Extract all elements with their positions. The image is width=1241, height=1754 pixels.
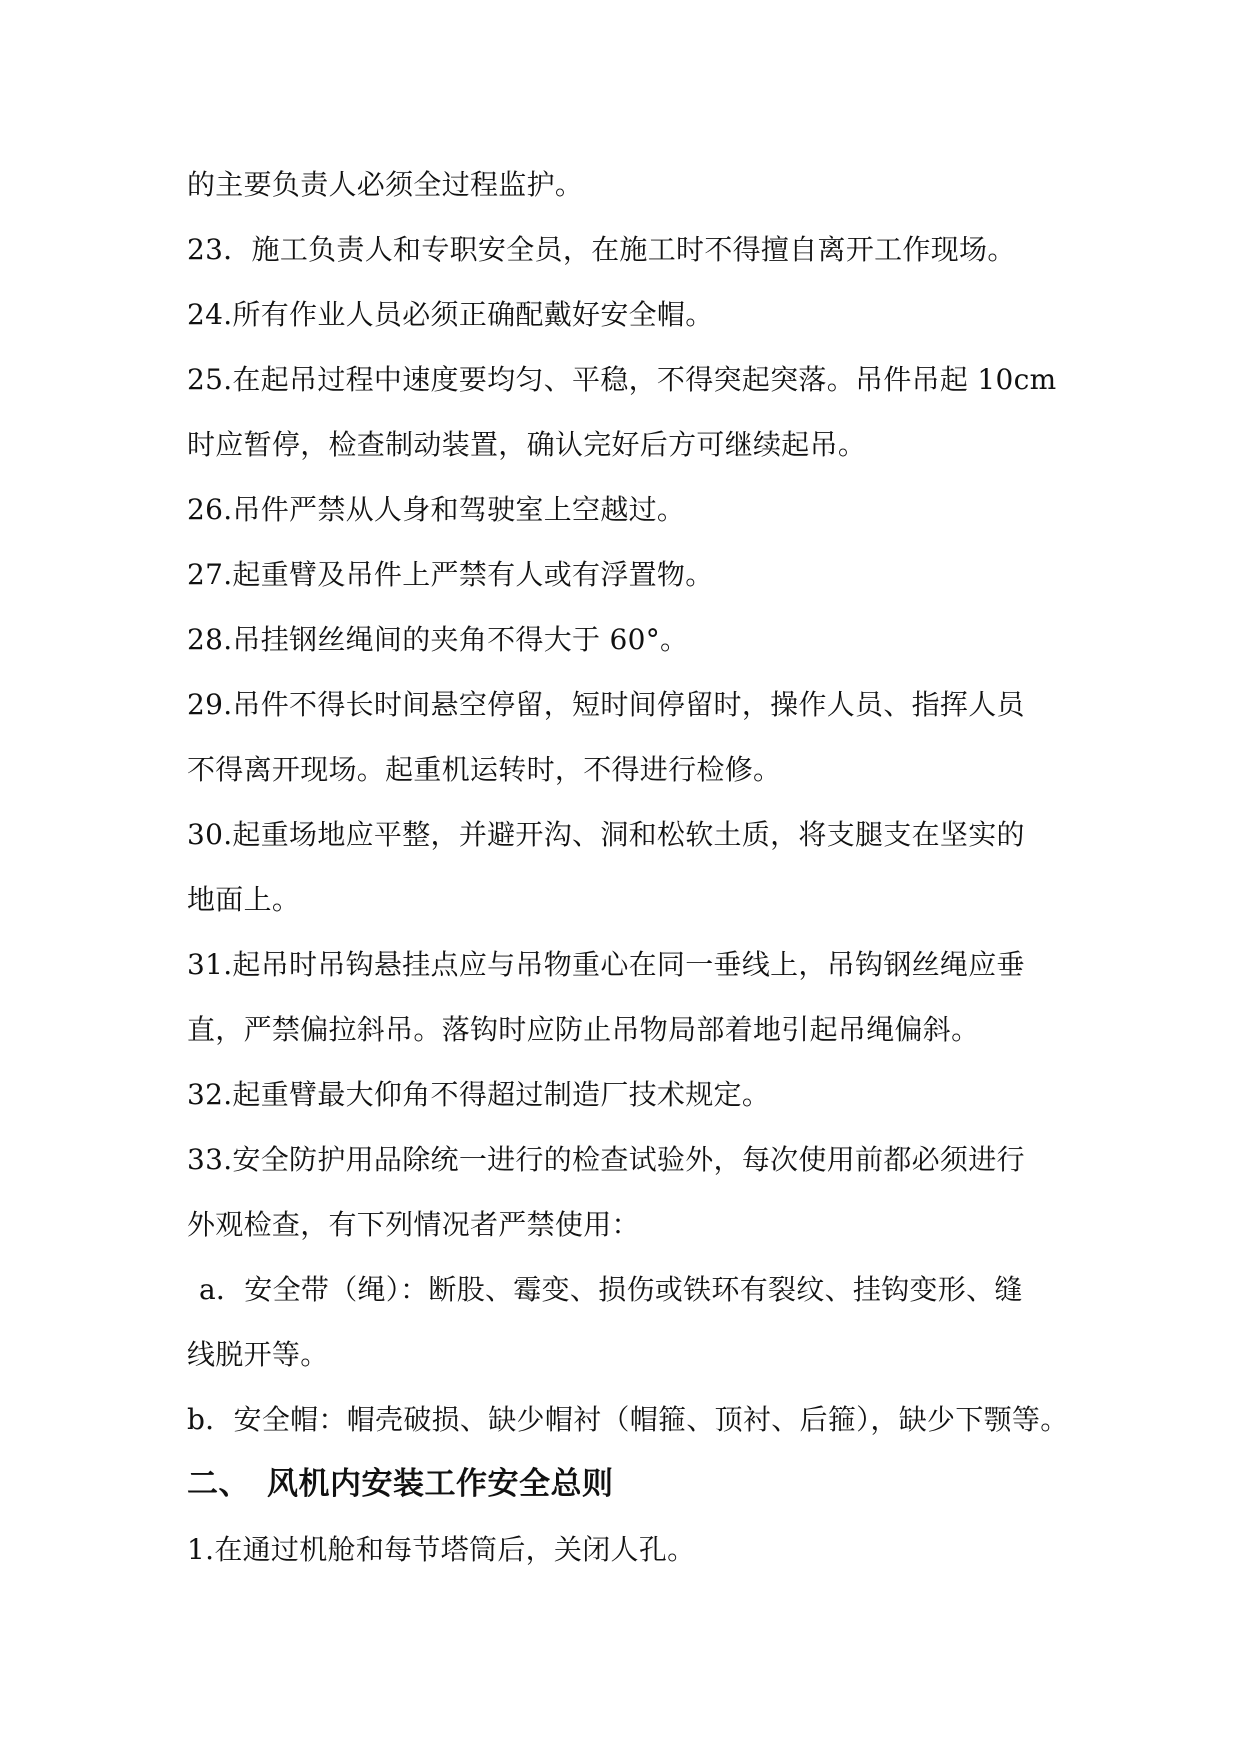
document-body: [187, 152, 1067, 1582]
text-line: 不得离开现场。起重机运转时，不得进行检修。: [187, 753, 782, 786]
rule-23: 23．施工负责人和专职安全员，在施工时不得擅自离开工作现场。: [187, 233, 1016, 266]
rule-25: 25.在起吊过程中速度要均匀、平稳，不得突起突落。吊件吊起 10cm: [187, 363, 1057, 396]
rule-26: 26.吊件严禁从人身和驾驶室上空越过。: [187, 493, 686, 526]
rule-27: 27.起重臂及吊件上严禁有人或有浮置物。: [187, 558, 714, 591]
rule-28: 28.吊挂钢丝绳间的夹角不得大于 60°。: [187, 623, 689, 656]
text-line: 时应暂停，检查制动装置，确认完好后方可继续起吊。: [187, 428, 867, 461]
text-line: 外观检查，有下列情况者严禁使用：: [187, 1208, 640, 1241]
section-title: 风机内安装工作安全总则: [267, 1466, 614, 1502]
text-line: 地面上。: [187, 883, 301, 916]
sub-item-a: a．安全带（绳）：断股、霉变、损伤或铁环有裂纹、挂钩变形、缝: [199, 1273, 1023, 1306]
rule-30: 30.起重场地应平整，并避开沟、洞和松软土质，将支腿支在坚实的: [187, 818, 1025, 851]
rule-31: 31.起吊时吊钩悬挂点应与吊物重心在同一垂线上，吊钩钢丝绳应垂: [187, 948, 1025, 981]
rule-33: 33.安全防护用品除统一进行的检查试验外，每次使用前都必须进行: [187, 1143, 1025, 1176]
sub-item-b: b．安全帽：帽壳破损、缺少帽衬（帽箍、顶衬、后箍），缺少下颚等。: [187, 1403, 1069, 1436]
rule-1: 1.在通过机舱和每节塔筒后，关闭人孔。: [187, 1533, 696, 1566]
section-heading: [187, 1452, 1067, 1517]
section-number: 二、: [187, 1466, 250, 1502]
rule-32: 32.起重臂最大仰角不得超过制造厂技术规定。: [187, 1078, 771, 1111]
text-line: 的主要负责人必须全过程监护。: [187, 168, 584, 201]
text-line: 直，严禁偏拉斜吊。落钩时应防止吊物局部着地引起吊绳偏斜。: [187, 1013, 980, 1046]
rule-24: 24.所有作业人员必须正确配戴好安全帽。: [187, 298, 714, 331]
rule-29: 29.吊件不得长时间悬空停留，短时间停留时，操作人员、指挥人员: [187, 688, 1025, 721]
text-line: 线脱开等。: [187, 1338, 329, 1371]
